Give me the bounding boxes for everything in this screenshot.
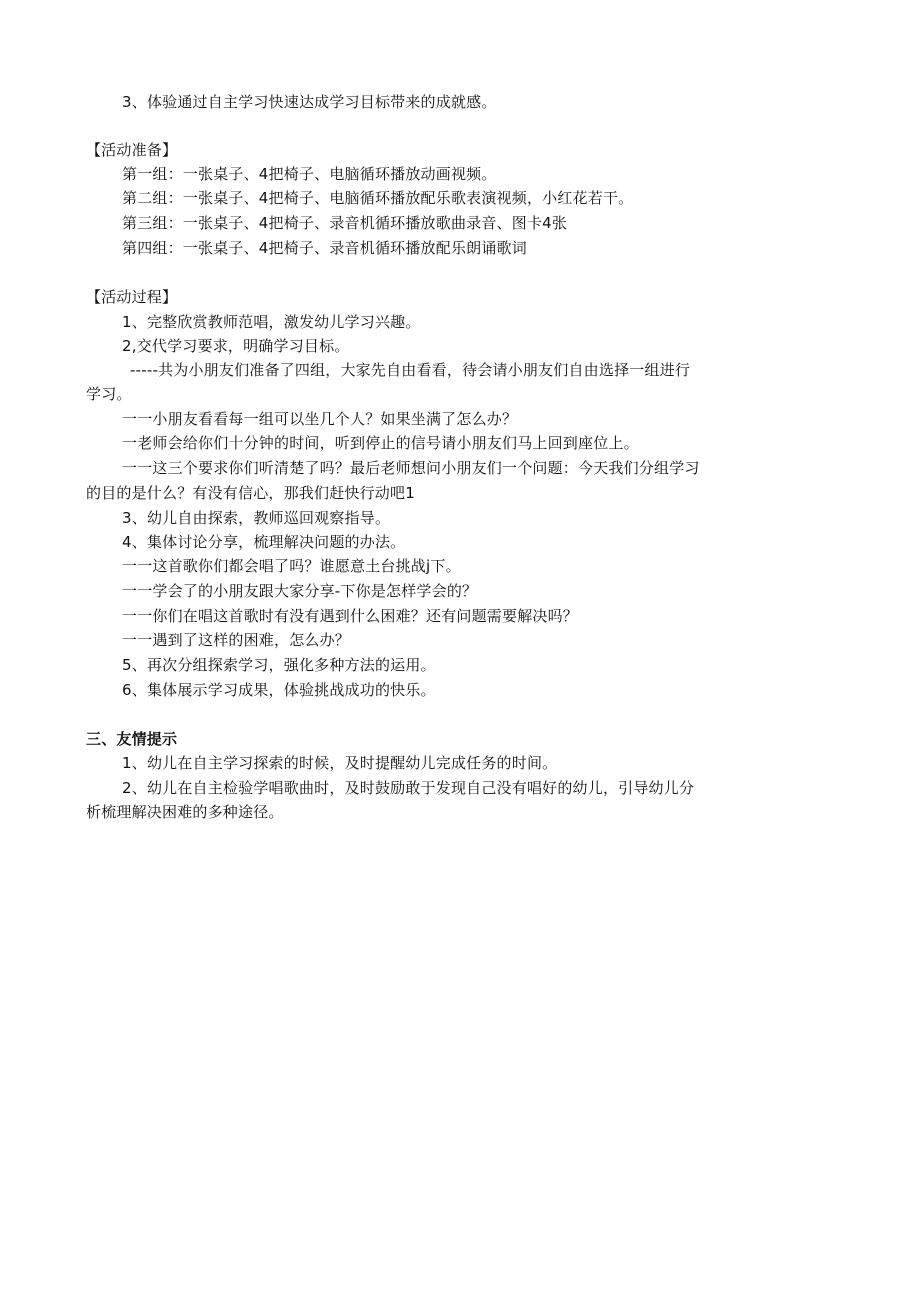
- process-heading: 【活动过程】: [86, 288, 178, 306]
- process-dialog-5: 一一这首歌你们都会唱了吗？谁愿意土台挑战j下。: [122, 557, 461, 575]
- process-dialog-8: 一一遇到了这样的困难，怎么办？: [122, 631, 351, 649]
- process-step-3: 3、幼儿自由探索，教师巡回观察指导。: [122, 509, 391, 527]
- prep-heading: 【活动准备】: [86, 141, 178, 159]
- tips-item-2-line-1: 2、幼儿在自主检验学唱歌曲时，及时鼓励敢于发现自己没有唱好的幼儿，引导幼儿分: [122, 779, 695, 797]
- process-step-2: 2,交代学习要求，明确学习目标。: [122, 337, 350, 355]
- process-dialog-6: 一一学会了的小朋友跟大家分享-下你是怎样学会的？: [122, 582, 478, 600]
- process-dialog-7: 一一你们在唱这首歌时有没有遇到什么困难？还有问题需要解决吗？: [122, 607, 579, 625]
- process-dialog-1-line-1: -----共为小朋友们准备了四组，大家先自由看看，待会请小朋友们自由选择一组进行: [130, 361, 691, 379]
- tips-heading: 三、友情提示: [86, 730, 178, 748]
- prep-group-4: 第四组：一张桌子、4把椅子、录音机循环播放配乐朗诵歌词: [122, 239, 527, 257]
- process-dialog-2: 一一小朋友看看每一组可以坐几个人？如果坐满了怎么办？: [122, 410, 518, 428]
- process-dialog-1-line-2: 学习。: [86, 385, 132, 403]
- process-dialog-3: 一老师会给你们十分钟的时间，听到停止的信号请小朋友们马上回到座位上。: [122, 434, 639, 452]
- prep-group-3: 第三组：一张桌子、4把椅子、录音机循环播放歌曲录音、图卡4张: [122, 214, 568, 232]
- process-step-6: 6、集体展示学习成果，体验挑战成功的快乐。: [122, 681, 436, 699]
- process-step-4: 4、集体讨论分享，梳理解决问题的办法。: [122, 533, 406, 551]
- prep-group-1: 第一组：一张桌子、4把椅子、电脑循环播放动画视频。: [122, 165, 497, 183]
- goal-3-text: 3、体验通过自主学习快速达成学习目标带来的成就感。: [122, 93, 497, 111]
- process-step-5: 5、再次分组探索学习，强化多种方法的运用。: [122, 656, 436, 674]
- prep-group-2: 第二组：一张桌子、4把椅子、电脑循环播放配乐歌表演视频，小红花若干。: [122, 189, 634, 207]
- tips-item-2-line-2: 析梳理解决困难的多种途径。: [86, 803, 284, 821]
- process-dialog-4-line-1: 一一这三个要求你们听清楚了吗？最后老师想问小朋友们一个问题：今天我们分组学习: [122, 459, 700, 477]
- process-dialog-4-line-2: 的目的是什么？有没有信心，那我们赶快行动吧1: [86, 484, 415, 502]
- tips-item-1: 1、幼儿在自主学习探索的时候，及时提醒幼儿完成任务的时间。: [122, 754, 558, 772]
- process-step-1: 1、完整欣赏教师范唱，激发幼儿学习兴趣。: [122, 313, 421, 331]
